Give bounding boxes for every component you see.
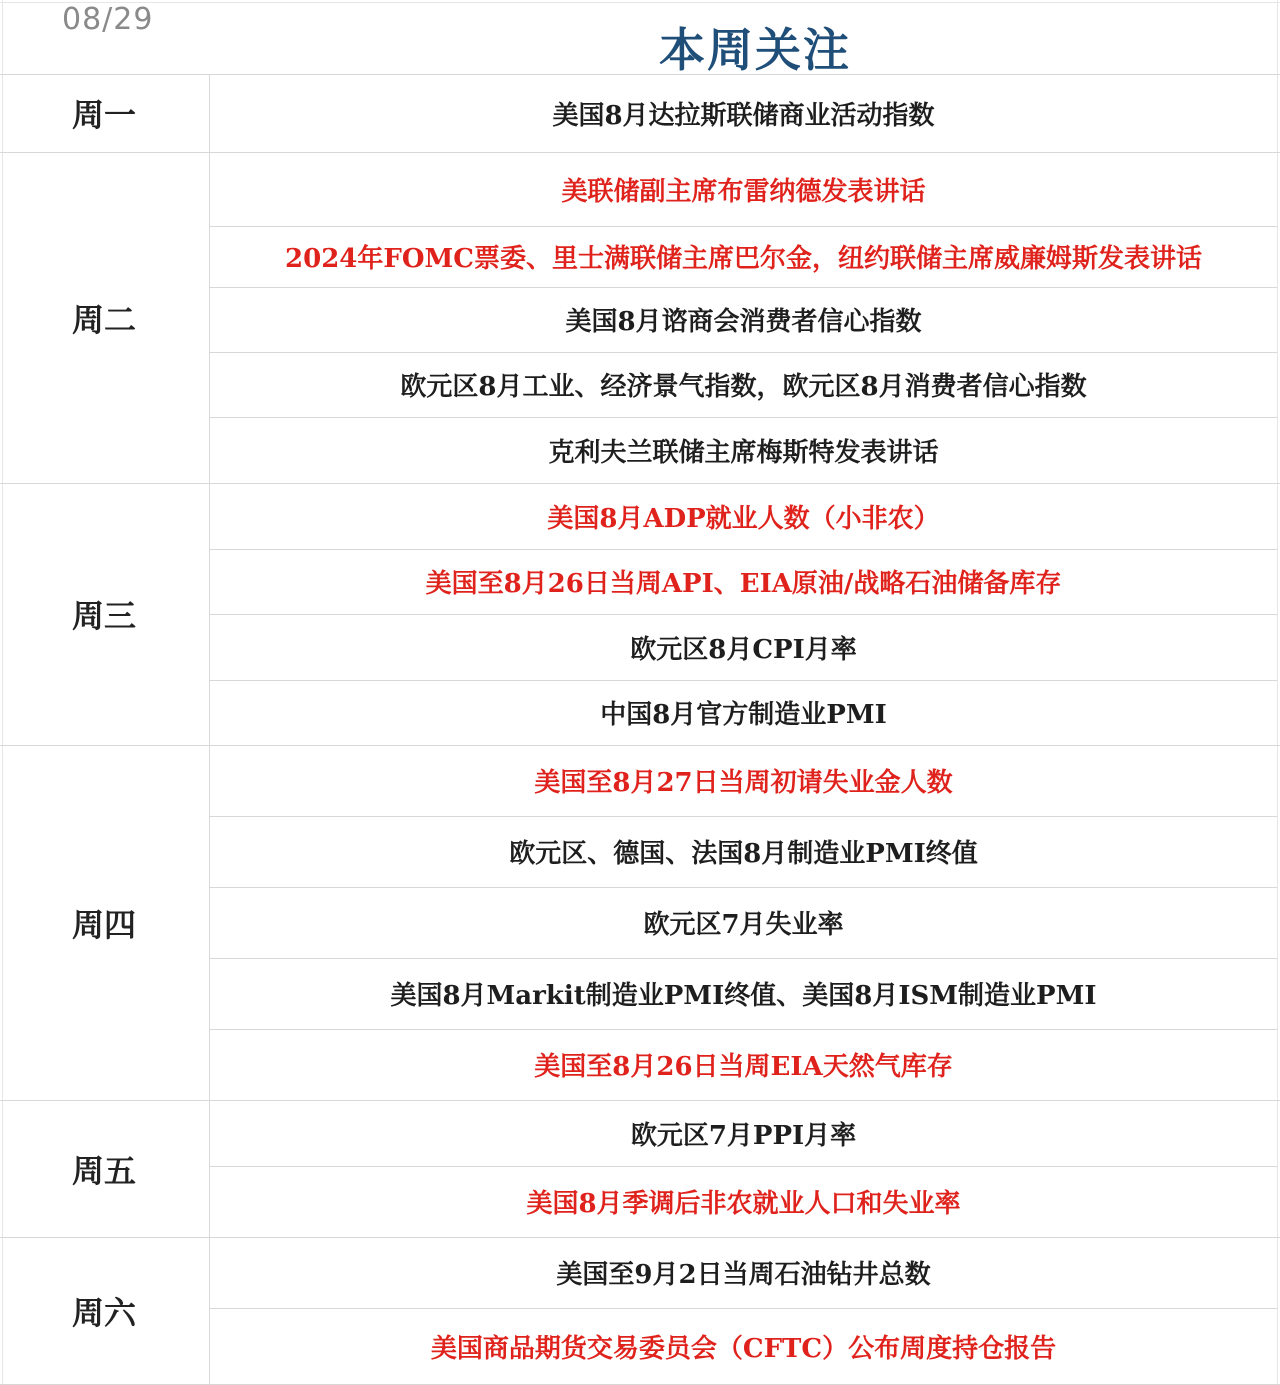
event-item: 美国8月谘商会消费者信心指数 bbox=[565, 307, 922, 337]
event-item: 克利夫兰联储主席梅斯特发表讲话 bbox=[548, 437, 939, 468]
event-item: 欧元区7月失业率 bbox=[643, 910, 844, 940]
day-label: 周五 bbox=[72, 1151, 137, 1190]
event-item: 2024年FOMC票委、里士满联储主席巴尔金，纽约联储主席威廉姆斯发表讲话 bbox=[285, 244, 1202, 274]
event-item: 美联储副主席布雷纳德发表讲话 bbox=[561, 176, 926, 207]
event-item: 欧元区7月PPI月率 bbox=[630, 1120, 857, 1151]
event-item: 美国8月达拉斯联储商业活动指数 bbox=[552, 100, 935, 131]
event-item: 美国至8月27日当周初请失业金人数 bbox=[534, 768, 953, 798]
event-item: 美国至8月26日当周EIA天然气库存 bbox=[534, 1052, 953, 1082]
event-item: 欧元区8月CPI月率 bbox=[630, 634, 857, 665]
sheet-gridline-right bbox=[1277, 0, 1278, 1384]
event-item: 美国8月ADP就业人数（小非农） bbox=[547, 503, 940, 534]
day-label: 周三 bbox=[72, 597, 137, 635]
event-item: 欧元区8月工业、经济景气指数，欧元区8月消费者信心指数 bbox=[400, 372, 1087, 402]
day-label: 周四 bbox=[72, 905, 137, 944]
event-item: 美国至8月26日当周API、EIA原油/战略石油储备库存 bbox=[425, 569, 1062, 599]
sheet-gridline-top bbox=[0, 2, 1280, 3]
event-item: 美国8月季调后非农就业人口和失业率 bbox=[526, 1189, 961, 1219]
event-item: 美国至9月2日当周石油钻井总数 bbox=[556, 1260, 931, 1290]
event-item: 美国商品期货交易委员会（CFTC）公布周度持仓报告 bbox=[430, 1333, 1057, 1364]
day-label: 周一 bbox=[72, 96, 137, 134]
event-item: 美国8月Markit制造业PMI终值、美国8月ISM制造业PMI bbox=[390, 981, 1097, 1011]
page-title: 本周关注 bbox=[659, 23, 851, 77]
event-item: 欧元区、德国、法国8月制造业PMI终值 bbox=[509, 839, 978, 869]
day-label: 周二 bbox=[72, 300, 137, 339]
day-label: 周六 bbox=[72, 1293, 137, 1332]
date-label: 08/29 bbox=[62, 2, 154, 37]
event-item: 中国8月官方制造业PMI bbox=[600, 700, 887, 730]
